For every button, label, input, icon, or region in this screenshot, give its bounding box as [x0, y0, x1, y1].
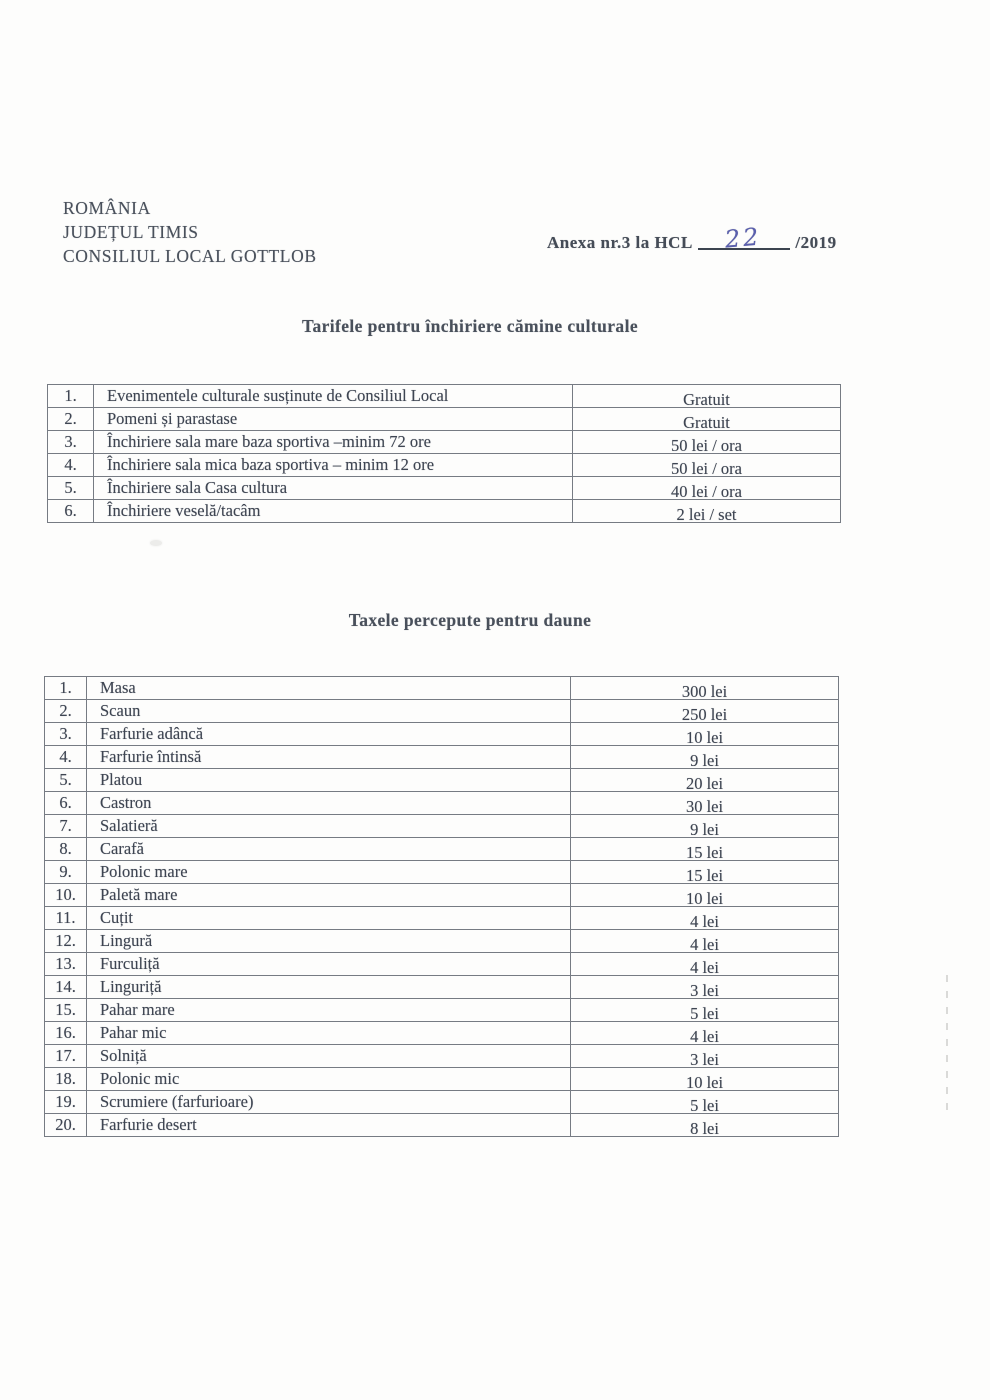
value-cell-text: 250 lei [681, 705, 728, 723]
row-number-cell-text: 9. [59, 862, 72, 881]
table-row [45, 723, 839, 746]
value-cell-text: 3 lei [690, 981, 719, 999]
table-row [48, 408, 841, 431]
item-name-cell [87, 1091, 571, 1114]
table-row [45, 1114, 839, 1137]
row-number-cell [48, 477, 94, 500]
damage-fees-table [44, 676, 839, 1137]
row-number-cell [45, 1114, 87, 1137]
row-number-cell [45, 838, 87, 861]
table-row [45, 907, 839, 930]
value-cell-text: 50 lei / ora [670, 436, 743, 454]
value-cell-text: 300 lei [681, 682, 728, 700]
value-cell-text: 4 lei [690, 935, 719, 953]
item-name-cell [87, 1068, 571, 1091]
item-name-cell-text: Linguriță [100, 977, 162, 996]
item-name-cell-text: Evenimentele culturale susținute de Consiliul Local [107, 386, 449, 405]
row-number-cell [45, 976, 87, 999]
item-name-cell [87, 815, 571, 838]
row-number-cell-text: 3. [59, 724, 72, 743]
row-number-cell [45, 769, 87, 792]
value-cell-text: 4 lei [690, 958, 719, 976]
value-cell-text: 30 lei [685, 797, 724, 815]
value-cell [571, 907, 839, 930]
row-number-cell-text: 2. [59, 701, 72, 720]
row-number-cell [45, 815, 87, 838]
item-name-cell-text: Solniță [100, 1046, 147, 1065]
item-name-cell [87, 700, 571, 723]
row-number-cell-text: 6. [59, 793, 72, 812]
value-cell-text: 20 lei [685, 774, 724, 792]
item-name-cell-text: Scrumiere (farfurioare) [100, 1092, 254, 1111]
value-cell [571, 930, 839, 953]
row-number-cell-text: 20. [55, 1115, 76, 1134]
item-name-cell-text: Paletă mare [100, 885, 178, 904]
item-name-cell [87, 907, 571, 930]
row-number-cell-text: 3. [64, 432, 77, 451]
table-row [45, 999, 839, 1022]
table-row [45, 746, 839, 769]
item-name-cell-text: Polonic mic [100, 1069, 180, 1088]
row-number-cell-text: 10. [55, 885, 76, 904]
row-number-cell-text: 5. [59, 770, 72, 789]
value-cell-text: 3 lei [690, 1050, 719, 1068]
row-number-cell [45, 1068, 87, 1091]
item-name-cell-text: Carafă [100, 839, 144, 858]
table-row [45, 1068, 839, 1091]
value-cell-text: 10 lei [685, 728, 724, 746]
table-row [45, 976, 839, 999]
item-name-cell-text: Platou [100, 770, 143, 789]
row-number-cell-text: 7. [59, 816, 72, 835]
row-number-cell [48, 500, 94, 523]
row-number-cell-text: 5. [64, 478, 77, 497]
value-cell [571, 1114, 839, 1137]
row-number-cell-text: 1. [64, 386, 77, 405]
value-cell [571, 838, 839, 861]
row-number-cell-text: 16. [55, 1023, 76, 1042]
item-name-cell [87, 1022, 571, 1045]
value-cell [571, 953, 839, 976]
item-name-cell [94, 408, 573, 431]
item-name-cell-text: Închiriere veselă/tacâm [107, 501, 261, 520]
row-number-cell-text: 11. [55, 908, 76, 927]
value-cell [571, 884, 839, 907]
value-cell [573, 431, 841, 454]
value-cell [571, 792, 839, 815]
item-name-cell [87, 677, 571, 700]
row-number-cell [45, 1091, 87, 1114]
letterhead-country: ROMÂNIA [63, 198, 151, 218]
item-name-cell [87, 1045, 571, 1068]
value-cell [571, 723, 839, 746]
item-name-cell [87, 976, 571, 999]
item-name-cell [87, 884, 571, 907]
item-name-cell [94, 431, 573, 454]
value-cell-text: 5 lei [690, 1096, 719, 1114]
row-number-cell [45, 999, 87, 1022]
table-row [48, 454, 841, 477]
value-cell [571, 746, 839, 769]
value-cell [573, 454, 841, 477]
value-cell [571, 700, 839, 723]
value-cell [571, 976, 839, 999]
value-cell [571, 1068, 839, 1091]
row-number-cell-text: 6. [64, 501, 77, 520]
scan-artifact-line [946, 975, 948, 1115]
row-number-cell-text: 17. [55, 1046, 76, 1065]
item-name-cell [94, 454, 573, 477]
item-name-cell-text: Pomeni și parastase [107, 409, 238, 428]
row-number-cell [45, 1022, 87, 1045]
item-name-cell [87, 746, 571, 769]
item-name-cell-text: Furculiță [100, 954, 160, 973]
row-number-cell [45, 700, 87, 723]
item-name-cell [87, 953, 571, 976]
item-name-cell-text: Închiriere sala mare baza sportiva –minim 72 ore [107, 432, 431, 451]
row-number-cell [48, 454, 94, 477]
table-row [45, 700, 839, 723]
value-cell [573, 477, 841, 500]
value-cell [573, 408, 841, 431]
item-name-cell [87, 861, 571, 884]
row-number-cell-text: 12. [55, 931, 76, 950]
table-row [45, 792, 839, 815]
item-name-cell-text: Pahar mare [100, 1000, 175, 1019]
table-row [45, 769, 839, 792]
row-number-cell [45, 677, 87, 700]
item-name-cell-text: Masa [100, 678, 136, 697]
value-cell-text: 9 lei [690, 751, 719, 769]
item-name-cell-text: Salatieră [100, 816, 158, 835]
table-row [48, 431, 841, 454]
row-number-cell [45, 746, 87, 769]
table-row [48, 385, 841, 408]
row-number-cell [48, 431, 94, 454]
item-name-cell-text: Închiriere sala Casa cultura [107, 478, 288, 497]
section2-title: Taxele percepute pentru daune [348, 610, 592, 630]
table-row [45, 1022, 839, 1045]
row-number-cell-text: 15. [55, 1000, 76, 1019]
row-number-cell [45, 723, 87, 746]
value-cell-text: 2 lei / set [676, 505, 737, 523]
row-number-cell-text: 4. [59, 747, 72, 766]
row-number-cell-text: 4. [64, 455, 77, 474]
row-number-cell-text: 1. [59, 678, 72, 697]
table-row [45, 1045, 839, 1068]
value-cell [571, 815, 839, 838]
table-row [45, 815, 839, 838]
table-row [48, 500, 841, 523]
table-row [45, 861, 839, 884]
value-cell-text: 15 lei [685, 843, 724, 861]
section1-title: Tarifele pentru închiriere cămine culturale [301, 316, 639, 336]
letterhead [63, 196, 317, 268]
item-name-cell [87, 838, 571, 861]
annex-suffix: /2019 [795, 233, 837, 252]
value-cell-text: 9 lei [690, 820, 719, 838]
item-name-cell-text: Polonic mare [100, 862, 188, 881]
item-name-cell-text: Scaun [100, 701, 141, 720]
value-cell [571, 1045, 839, 1068]
hcl-number-blank-line [698, 222, 790, 254]
table-row [45, 884, 839, 907]
item-name-cell-text: Închiriere sala mica baza sportiva – minim 12 ore [107, 455, 435, 474]
value-cell-text: 50 lei / ora [670, 459, 743, 477]
row-number-cell-text: 19. [55, 1092, 76, 1111]
value-cell [573, 385, 841, 408]
value-cell-text: 4 lei [690, 1027, 719, 1045]
value-cell-text: Gratuit [683, 413, 730, 431]
row-number-cell [45, 953, 87, 976]
value-cell [571, 999, 839, 1022]
value-cell [571, 1091, 839, 1114]
row-number-cell-text: 14. [55, 977, 76, 996]
item-name-cell [87, 792, 571, 815]
scan-artifact-smudge [150, 540, 162, 546]
value-cell-text: Gratuit [683, 390, 730, 408]
item-name-cell [87, 723, 571, 746]
item-name-cell-text: Farfurie desert [100, 1115, 197, 1134]
value-cell-text: 8 lei [690, 1119, 719, 1137]
row-number-cell-text: 18. [55, 1069, 76, 1088]
table-row [45, 953, 839, 976]
row-number-cell-text: 8. [59, 839, 72, 858]
row-number-cell [45, 861, 87, 884]
letterhead-county: JUDEȚUL TIMIS [63, 222, 199, 242]
value-cell [573, 500, 841, 523]
value-cell [571, 769, 839, 792]
letterhead-council: CONSILIUL LOCAL GOTTLOB [63, 246, 317, 266]
annex-prefix: Anexa nr.3 la HCL [547, 233, 692, 252]
table-row [45, 677, 839, 700]
row-number-cell [48, 408, 94, 431]
value-cell [571, 1022, 839, 1045]
row-number-cell [45, 907, 87, 930]
row-number-cell-text: 2. [64, 409, 77, 428]
row-number-cell [48, 385, 94, 408]
table-row [45, 838, 839, 861]
value-cell-text: 4 lei [690, 912, 719, 930]
annex-reference [547, 222, 837, 254]
item-name-cell [94, 477, 573, 500]
table-row [45, 1091, 839, 1114]
value-cell [571, 861, 839, 884]
item-name-cell-text: Farfurie întinsă [100, 747, 202, 766]
value-cell-text: 40 lei / ora [670, 482, 743, 500]
item-name-cell [94, 500, 573, 523]
value-cell-text: 15 lei [685, 866, 724, 884]
table-row [48, 477, 841, 500]
item-name-cell [94, 385, 573, 408]
row-number-cell [45, 930, 87, 953]
row-number-cell [45, 884, 87, 907]
row-number-cell [45, 792, 87, 815]
item-name-cell [87, 999, 571, 1022]
item-name-cell [87, 930, 571, 953]
item-name-cell [87, 1114, 571, 1137]
item-name-cell-text: Cuțit [100, 908, 134, 927]
row-number-cell-text: 13. [55, 954, 76, 973]
value-cell-text: 10 lei [685, 1073, 724, 1091]
item-name-cell-text: Pahar mic [100, 1023, 167, 1042]
value-cell-text: 5 lei [690, 1004, 719, 1022]
value-cell [571, 677, 839, 700]
tariffs-table [47, 384, 841, 523]
item-name-cell-text: Farfurie adâncă [100, 724, 204, 743]
value-cell-text: 10 lei [685, 889, 724, 907]
item-name-cell-text: Castron [100, 793, 152, 812]
row-number-cell [45, 1045, 87, 1068]
item-name-cell-text: Lingură [100, 931, 153, 950]
item-name-cell [87, 769, 571, 792]
table-row [45, 930, 839, 953]
handwritten-hcl-number: 22 [723, 222, 763, 254]
